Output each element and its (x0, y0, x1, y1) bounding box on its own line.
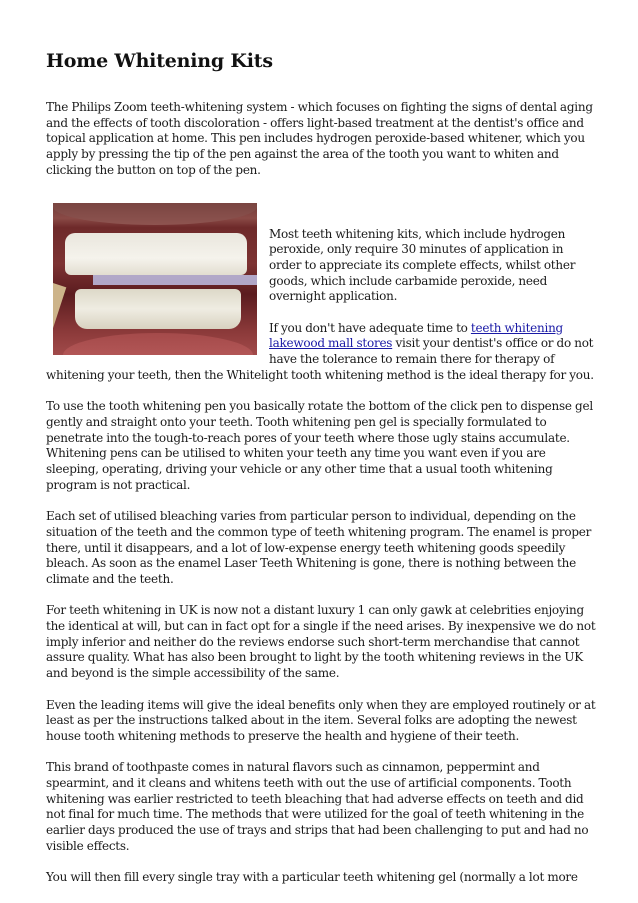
paragraph-pen: To use the tooth whitening pen you basically rotate the bottom of the click pen to dispense gel gently and straight onto your teeth. Tooth whitening pen gel is specially formulated to penetrate into the tough-to-reach pores of your teeth where those ugly stains accumulate. Whitening pens can be utilised to whiten your teeth any time you want even if you are sleeping, operating, driving your vehicle or any other time that a usual tooth whitening program is not practical. (46, 399, 593, 492)
paragraph-intro: The Philips Zoom teeth-whitening system - which focuses on fighting the signs of dental aging and the effects of tooth discoloration - offers light-based treatment at the dentist's office and topical application at home. This pen includes hydrogen peroxide-based whitener, which you apply by pressing the tip of the pen against the area of the tooth you want to whiten and clicking the button on top of the pen. (46, 100, 593, 177)
teeth-whitening-stores-link[interactable]: teeth whitening lakewood mall stores (269, 320, 563, 351)
lower-lip-shape (63, 333, 253, 355)
upper-teeth-shape (65, 233, 247, 275)
teeth-whitening-photo (53, 203, 257, 355)
shade-guide-shape (53, 283, 66, 355)
paragraph-time-start: If you don't have adequate time to (269, 320, 471, 335)
upper-lip-shape (53, 203, 257, 225)
page-title: Home Whitening Kits (46, 50, 273, 72)
lower-teeth-shape (75, 289, 241, 329)
whitening-tray-shape (93, 275, 257, 285)
image-text-block (46, 203, 598, 384)
paragraph-bleaching: Each set of utilised bleaching varies from particular person to individual, depending on the situation of the teeth and the common type of teeth whitening program. The enamel is proper there, until it disappears, and a lot of low-expense energy teeth whitening goods speedily bleach. As soon as the enamel Laser Teeth Whitening is gone, there is nothing between the climate and the teeth. (46, 509, 592, 586)
paragraph-leading: Even the leading items will give the ideal benefits only when they are employed routinely or at least as per the instructions talked about in the item. Several folks are adopting the newest house tooth whitening methods to preserve the health and hygiene of their teeth. (46, 697, 596, 743)
paragraph-toothpaste: This brand of toothpaste comes in natural flavors such as cinnamon, peppermint and spearmint, and it cleans and whitens teeth with out the use of artificial components. Tooth whitening was earlier restricted to teeth bleaching that had adverse effects on teeth and did not final for much time. The methods that were utilized for the goal of teeth whitening in the earlier days produced the use of trays and strips that had been challenging to put and had no visible effects. (46, 760, 589, 853)
paragraph-time-end: visit your dentist's office or do not have the tolerance to remain there for therapy of whitening your teeth, then the Whitelight tooth whitening method is the ideal therapy for you. (46, 336, 594, 382)
document-page (46, 48, 598, 886)
paragraph-uk: For teeth whitening in UK is now not a distant luxury 1 can only gawk at celebrities enjoying the identical at will, but can in fact opt for a single if the need arises. By inexpensive we do not imply inferior and neither do the reviews endorse such short-term merchandise that cannot assure quality. What has also been brought to light by the tooth whitening reviews in the UK and beyond is the simple accessibility of the same. (46, 603, 596, 681)
paragraph-tray: You will then fill every single tray with a particular teeth whitening gel (normally a lot more (46, 870, 578, 885)
paragraph-kits: Most teeth whitening kits, which include hydrogen peroxide, only require 30 minutes of application in order to appreciate its complete effects, whilst other goods, which include carbamide peroxide, need overnight application. (269, 226, 576, 304)
